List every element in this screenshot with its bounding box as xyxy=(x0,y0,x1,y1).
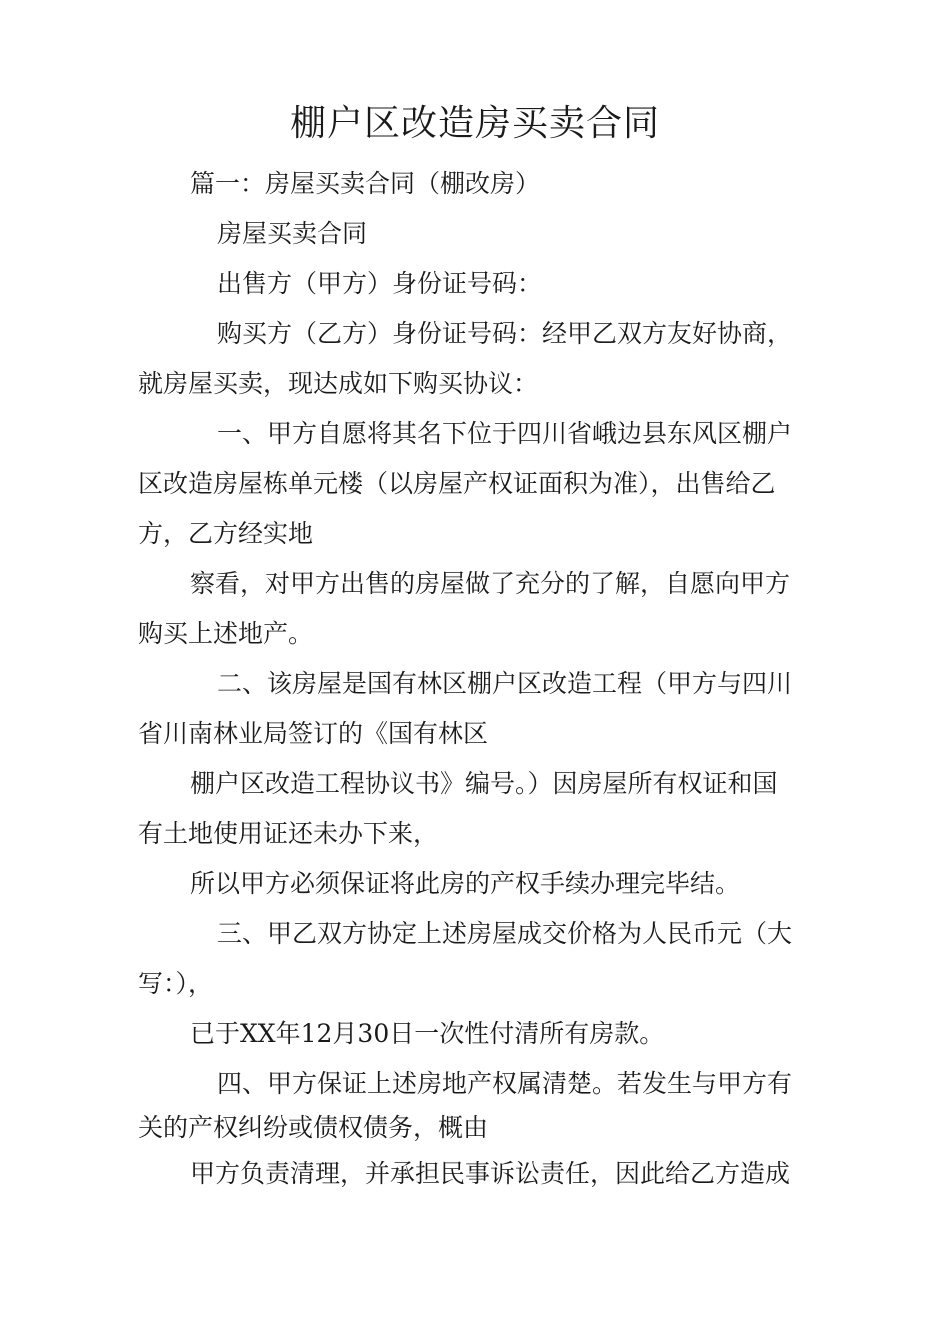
clause-3-line: 三、甲乙双方协定上述房屋成交价格为人民币元（大 xyxy=(217,919,793,948)
contract-subtitle: 房屋买卖合同 xyxy=(217,219,368,248)
clause-1-line: 区改造房屋栋单元楼（以房屋产权证面积为准），出售给乙 xyxy=(138,469,776,498)
clause-2-line: 所以甲方必须保证将此房的产权手续办理完毕结。 xyxy=(190,869,741,898)
clause-4-line: 关的产权纠纷或债权债务，概由 xyxy=(138,1113,489,1142)
clause-2-line: 有土地使用证还未办下来， xyxy=(138,819,439,848)
clause-3-line: 写：）， xyxy=(138,969,214,998)
clause-4-line: 甲方负责清理，并承担民事诉讼责任，因此给乙方造成 xyxy=(190,1159,791,1188)
clause-2-line: 二、该房屋是国有林区棚户区改造工程（甲方与四川 xyxy=(217,669,793,698)
heading-section-1: 篇一：房屋买卖合同（棚改房） xyxy=(190,169,541,198)
buyer-id-line: 购买方（乙方）身份证号码：经甲乙双方友好协商， xyxy=(217,319,793,348)
clause-1-line: 方，乙方经实地 xyxy=(138,519,314,548)
seller-id-line: 出售方（甲方）身份证号码： xyxy=(217,269,543,298)
clause-1-line: 一、甲方自愿将其名下位于四川省峨边县东风区棚户 xyxy=(217,419,793,448)
document-title: 棚户区改造房买卖合同 xyxy=(289,103,660,144)
clause-2-line: 省川南林业局签订的《国有林区 xyxy=(138,719,489,748)
clause-1-line: 购买上述地产。 xyxy=(138,619,314,648)
clause-3-line: 已于XX年12月30日一次性付清所有房款。 xyxy=(190,1019,665,1048)
clause-2-line: 棚户区改造工程协议书》编号。）因房屋所有权证和国 xyxy=(190,769,778,798)
clause-4-line: 四、甲方保证上述房地产权属清楚。若发生与甲方有 xyxy=(217,1069,793,1098)
text-line: 就房屋买卖，现达成如下购买协议： xyxy=(138,369,539,398)
clause-1-line: 察看，对甲方出售的房屋做了充分的了解，自愿向甲方 xyxy=(190,569,791,598)
